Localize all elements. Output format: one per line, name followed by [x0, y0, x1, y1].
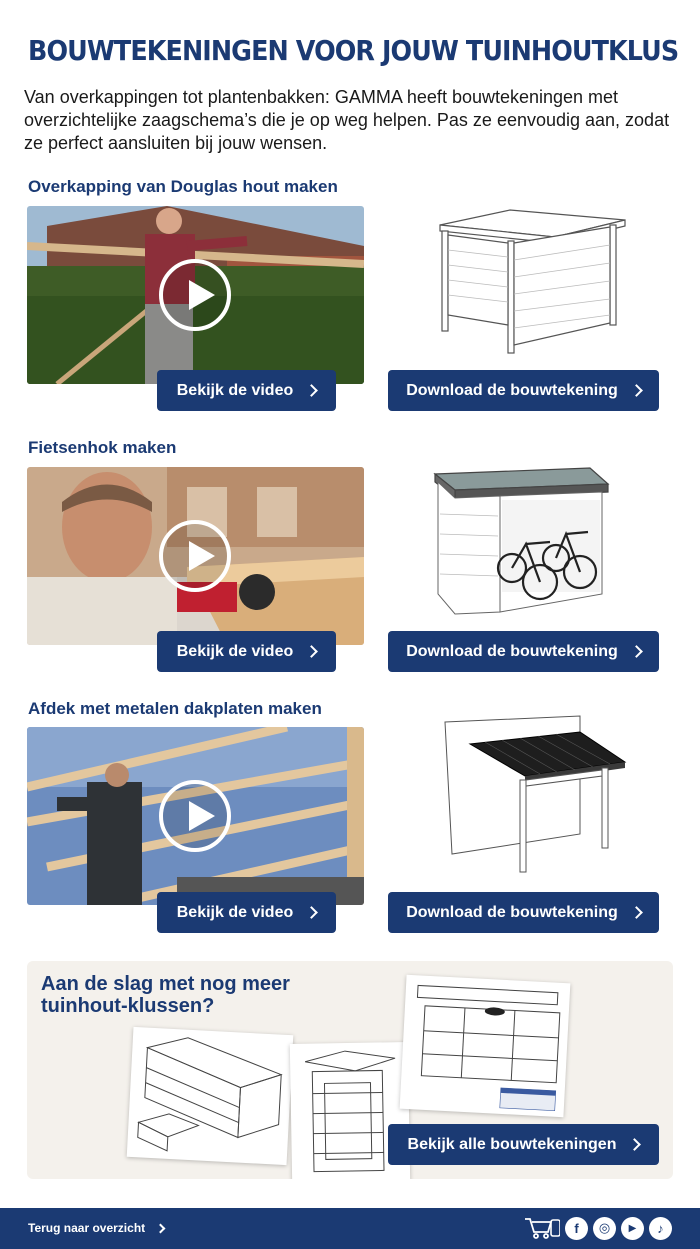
- page-title: BOUWTEKENINGEN VOOR JOUW TUINHOUTKLUS: [28, 34, 679, 67]
- all-drawings-button-label: Bekijk alle bouwtekeningen: [407, 1135, 617, 1153]
- tiktok-glyph: ♪: [657, 1220, 664, 1236]
- section-title-afdek: Afdek met metalen dakplaten maken: [28, 699, 322, 718]
- video-button-overkapping[interactable]: [157, 370, 336, 411]
- drawing-fietsenhok: [430, 464, 615, 619]
- download-button-label: Download de bouwtekening: [406, 381, 618, 399]
- sheet-drawing-kitchen: [400, 975, 571, 1117]
- chevron-right-icon: [630, 645, 643, 658]
- download-button-fietsenhok[interactable]: [388, 631, 659, 672]
- chevron-right-icon: [156, 1223, 166, 1233]
- back-to-overview-link[interactable]: [28, 1221, 164, 1235]
- video-button-label: Bekijk de video: [176, 381, 294, 399]
- play-icon[interactable]: [159, 780, 231, 852]
- video-button-fietsenhok[interactable]: [157, 631, 336, 672]
- chevron-right-icon: [305, 384, 318, 397]
- footer-bar: [0, 1208, 700, 1249]
- youtube-icon[interactable]: [621, 1217, 644, 1240]
- video-overkapping[interactable]: [27, 206, 364, 384]
- all-drawings-button[interactable]: [388, 1124, 659, 1165]
- intro-text: Van overkappingen tot plantenbakken: GAMMA heeft bouwtekeningen met overzichtelijke zaagschema’s die je op weg helpen. Pas ze eenvoudig aan, zodat ze perfect aansluiten bij jouw wensen.: [24, 87, 670, 153]
- chevron-right-icon: [629, 1138, 642, 1151]
- download-button-afdek[interactable]: [388, 892, 659, 933]
- video-fietsenhok[interactable]: [27, 467, 364, 645]
- drawing-afdek: [440, 714, 630, 876]
- section-title-fietsenhok: Fietsenhok maken: [28, 438, 177, 457]
- chevron-right-icon: [630, 384, 643, 397]
- back-link-label: Terug naar overzicht: [28, 1221, 146, 1235]
- sheet-drawing-bench: [127, 1027, 294, 1165]
- section-title-overkapping: Overkapping van Douglas hout maken: [28, 177, 338, 196]
- chevron-right-icon: [630, 906, 643, 919]
- video-afdek[interactable]: [27, 727, 364, 905]
- download-button-label: Download de bouwtekening: [406, 642, 618, 660]
- play-icon[interactable]: [159, 520, 231, 592]
- tiktok-icon[interactable]: [649, 1217, 672, 1240]
- chevron-right-icon: [305, 645, 318, 658]
- promo-title: Aan de slag met nog meer tuinhout-klussen?: [41, 973, 290, 1017]
- youtube-glyph: ▶: [628, 1222, 637, 1234]
- instagram-icon[interactable]: [593, 1217, 616, 1240]
- download-button-overkapping[interactable]: [388, 370, 659, 411]
- video-button-label: Bekijk de video: [176, 903, 294, 921]
- download-button-label: Download de bouwtekening: [406, 903, 618, 921]
- play-icon[interactable]: [159, 259, 231, 331]
- instagram-glyph: ◎: [598, 1220, 611, 1235]
- facebook-glyph: f: [574, 1220, 579, 1236]
- video-button-afdek[interactable]: [157, 892, 336, 933]
- facebook-icon[interactable]: [565, 1217, 588, 1240]
- drawing-overkapping: [430, 205, 630, 360]
- cart-icon[interactable]: [524, 1216, 560, 1240]
- video-button-label: Bekijk de video: [176, 642, 294, 660]
- chevron-right-icon: [305, 906, 318, 919]
